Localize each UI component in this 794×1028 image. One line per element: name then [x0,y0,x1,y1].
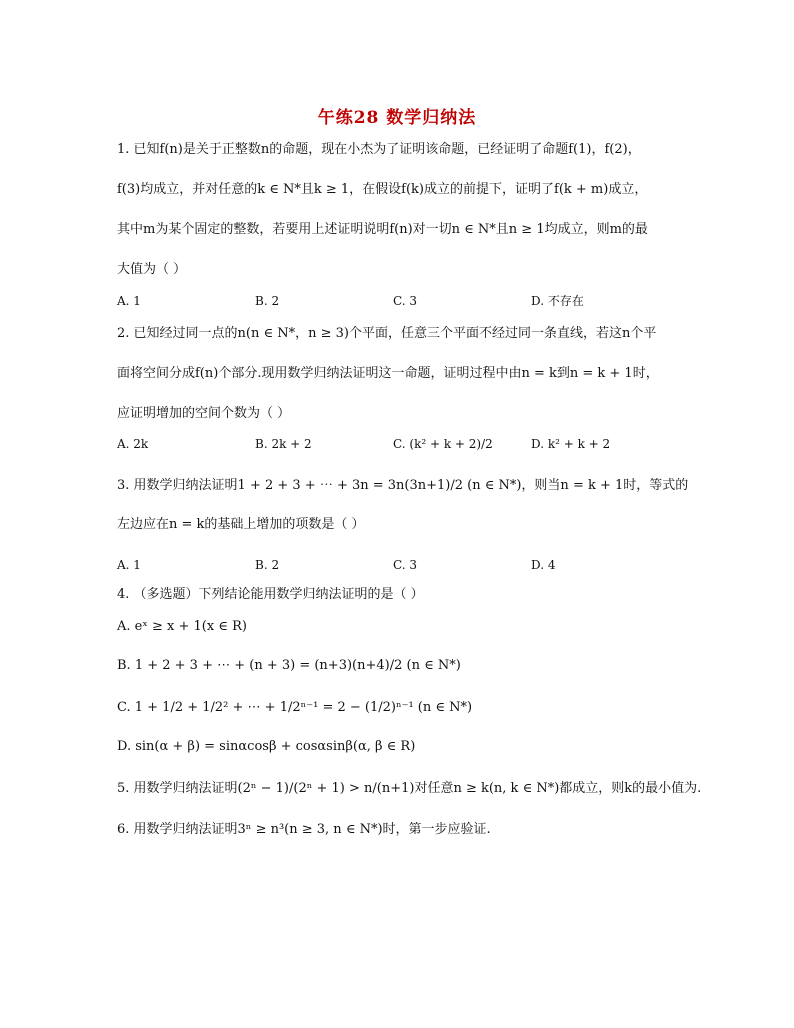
q2-option-d: D. k² + k + 2 [531,437,611,451]
q1-line-3: 其中m为某个固定的整数，若要用上述证明说明f(n)对一切n ∈ N*且n ≥ 1均成立，则m的最 [117,222,648,237]
q1-line-1: 1. 已知f(n)是关于正整数n的命题，现在小杰为了证明该命题，已经证明了命题f(1)，f(2)， [117,142,641,157]
q2-options [117,435,687,453]
q3-option-d: D. 4 [531,558,556,572]
q1-options [117,292,687,310]
q4-stem: 4. （多选题）下列结论能用数学归纳法证明的是（ ） [117,587,424,602]
q3-option-b: B. 2 [255,558,280,572]
q4-choice-b: B. 1 + 2 + 3 + ⋯ + (n + 3) = (n+3)(n+4)/2 (n ∈ N*) [117,658,461,673]
q2-line-1: 2. 已知经过同一点的n(n ∈ N*，n ≥ 3)个平面，任意三个平面不经过同一条直线，若这n个平 [117,326,657,341]
q1-option-b: B. 2 [255,294,280,308]
q2-option-b: B. 2k + 2 [255,437,312,451]
q4-choice-d: D. sin(α + β) = sinαcosβ + cosαsinβ(α, β ∈ R) [117,739,416,754]
q6-text: 6. 用数学归纳法证明3ⁿ ≥ n³(n ≥ 3, n ∈ N*)时，第一步应验证. [117,822,491,837]
q3-option-c: C. 3 [393,558,418,572]
q4-choice-c: C. 1 + 1/2 + 1/2² + ⋯ + 1/2ⁿ⁻¹ = 2 − (1/2)ⁿ⁻¹ (n ∈ N*) [117,700,473,715]
q2-line-2: 面将空间分成f(n)个部分.现用数学归纳法证明这一命题，证明过程中由n = k到n = k + 1时， [117,366,659,381]
q2-option-a: A. 2k [117,437,149,451]
q3-options [117,556,687,574]
q3-option-a: A. 1 [117,558,141,572]
q1-line-2: f(3)均成立，并对任意的k ∈ N*且k ≥ 1，在假设f(k)成立的前提下，证明了f(k + m)成立， [117,182,648,197]
q2-line-3: 应证明增加的空间个数为（ ） [117,406,291,421]
page-title: 午练28 数学归纳法 [317,108,477,128]
q3-line-2: 左边应在n = k的基础上增加的项数是（ ） [117,517,365,532]
q5-text: 5. 用数学归纳法证明(2ⁿ − 1)/(2ⁿ + 1) > n/(n+1)对任意n ≥ k(n, k ∈ N*)都成立，则k的最小值为. [117,781,702,796]
q4-choice-a: A. eˣ ≥ x + 1(x ∈ R) [117,619,247,634]
q1-line-4: 大值为（ ） [117,262,187,277]
q3-line-1: 3. 用数学归纳法证明1 + 2 + 3 + ⋯ + 3n = 3n(3n+1)/2 (n ∈ N*)，则当n = k + 1时，等式的 [117,478,689,493]
q1-option-d: D. 不存在 [531,294,584,308]
q1-option-c: C. 3 [393,294,418,308]
q1-option-a: A. 1 [117,294,141,308]
q2-option-c: C. (k² + k + 2)/2 [393,437,493,451]
